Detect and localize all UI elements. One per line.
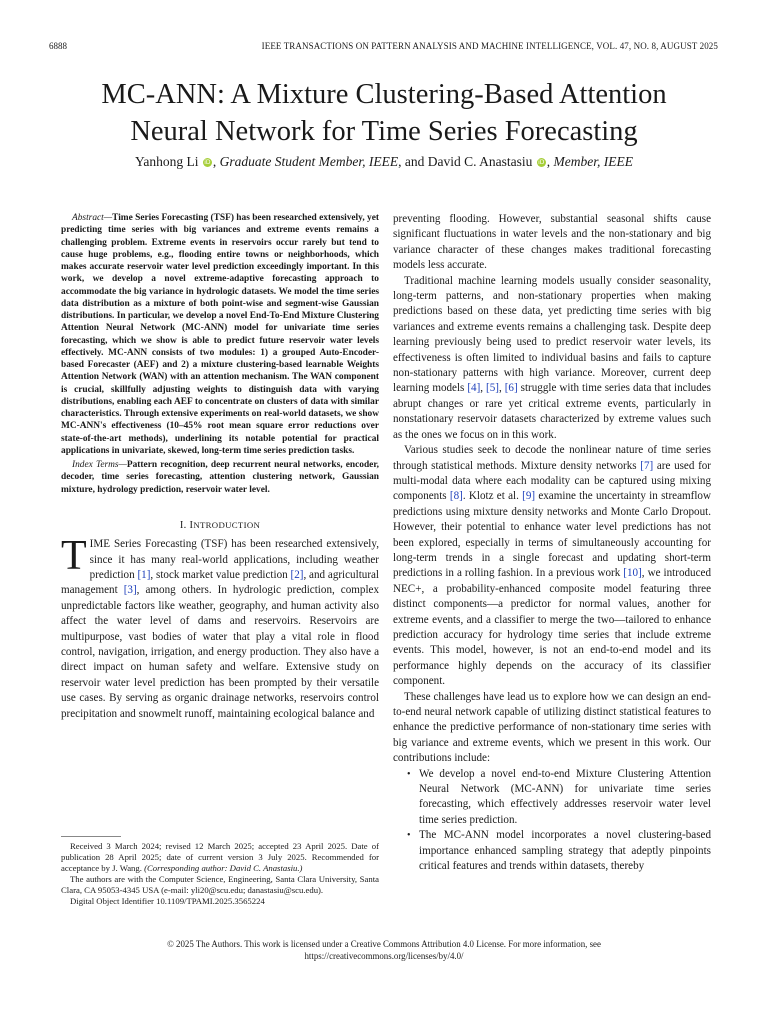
author-connector: , and <box>398 154 428 169</box>
contribution-list <box>393 767 711 875</box>
list-item <box>393 828 711 874</box>
citation-link[interactable]: [6] <box>504 382 518 395</box>
title-line-1: MC-ANN: A Mixture Clustering-Based Attention <box>101 79 667 110</box>
list-item <box>393 767 711 829</box>
footnote-affiliation: The authors are with the Computer Science, Engineering, Santa Clara University, Santa Clara, CA 95053-4345 USA (e-mail: yli20@scu.edu; danastasiu@scu.edu). <box>61 874 379 896</box>
footnote <box>61 841 379 908</box>
body-text: are used for multi-modal data where each modality can be captured using mixing components <box>393 459 712 503</box>
footnote-doi: Digital Object Identifier 10.1109/TPAMI.2025.3565224 <box>70 896 265 907</box>
bullet-icon: • <box>407 830 411 842</box>
right-column <box>393 212 711 874</box>
citation-link[interactable]: [8] <box>449 490 463 503</box>
license-url[interactable]: https://creativecommons.org/licenses/by/4.0/ <box>304 951 464 961</box>
abstract-text: Time Series Forecasting (TSF) has been researched extensively, yet predicting time series with big variances and extreme events remains a challenging problem. Extreme events in reservoirs occur rarely but tend to cause huge problems, e.g., flooding entire towns or neighborhoods, which makes accurate reservoir water level prediction exceedingly important. In this work, we develop a novel extreme-adaptive forecasting approach to accommodate the big variance in hydrologic datasets. We model the time series data distribution as a mixture of both point-wise and segment-wise Gaussian distributions. In particular, we develop a novel End-To-End Mixture Clustering Attention Neural Network (MC-ANN) model for univariate time series forecasting, which we show is able to predict future reservoir water levels effectively. MC-ANN consists of two modules: 1) a grouped Auto-Encoder-based Forecaster (AEF) and 2) a mixture clustering-based learnable Weights Attention Network (WAN) with an attention mechanism. The WAN component is crucial, skillfully adjusting weights to distinguish data with varying distributions, enabling each AEF to concentrate on clusters of data with similar characteristics. Through extensive experiments on real-world datasets, we show MC-ANN's effectiveness (10–45% root mean square error reductions over state-of-the-art methods), underlining its notable potential for practical applications in univariate, skewed, long-term time series prediction tasks. <box>61 213 379 456</box>
orcid-icon[interactable]: iD <box>204 159 211 166</box>
citation-link[interactable]: [3] <box>123 584 137 597</box>
title-line-2: Neural Network for Time Series Forecasting <box>130 116 638 147</box>
index-terms-lead: Index Terms— <box>72 460 127 470</box>
orcid-icon[interactable]: iD <box>538 159 545 166</box>
index-terms <box>61 459 379 496</box>
author-name: Yanhong Li <box>135 154 199 169</box>
abstract-lead: Abstract— <box>72 213 113 223</box>
list-item-text: The MC-ANN model incorporates a novel clustering-based importance enhanced sampling strategy that adeptly pinpoints critical features and trends within datasets, thereby <box>419 829 711 873</box>
citation-link[interactable]: [4] <box>467 382 481 395</box>
author-name: David C. Anastasiu <box>427 154 533 169</box>
running-head: IEEE TRANSACTIONS ON PATTERN ANALYSIS AND MACHINE INTELLIGENCE, VOL. 47, NO. 8, AUGUST 2025 <box>261 41 718 51</box>
citation-link[interactable]: [2] <box>290 568 304 581</box>
body-text: . Klotz et al. <box>462 490 523 503</box>
license-notice <box>80 938 688 962</box>
section-heading <box>61 518 379 533</box>
list-item-text: We develop a novel end-to-end Mixture Clustering Attention Neural Network (MC-ANN) for univariate time series forecasting, which effectively addresses reservoir water level time series prediction. <box>419 767 711 826</box>
index-terms-text: Pattern recognition, deep recurrent neural networks, encoder, decoder, time series forecasting, attention clustering network, Gaussian mixture, hydrology prediction, reservoir water level. <box>61 460 379 495</box>
body-paragraph: preventing flooding. However, substantial seasonal shifts cause significant fluctuations in water levels and the non-stationary and big variance character of these changes makes traditional forecasting models less accurate. <box>393 213 711 272</box>
body-text: Various studies seek to decode the nonlinear nature of time series through statistical methods. Mixture density networks <box>393 444 711 472</box>
body-text: , <box>498 382 505 395</box>
body-paragraph <box>393 443 711 690</box>
body-text: , we introduced NEC+, a probability-enhanced composite model featuring three distinct components—a predictor for normal values, another for extreme events, and a classifier to merge the two—tailored to enhance prediction accuracy for hydrology time series that include extreme events. This model, however, is not an end-to-end model and its performance highly depends on the accuracy of its classifier component. <box>393 567 711 688</box>
citation-link[interactable]: [9] <box>522 490 536 503</box>
author-role: Member, IEEE <box>553 154 633 169</box>
intro-text: TIME Series Forecasting (TSF) has been researched extensively, since it has many real-world applications, including weather prediction <box>61 533 379 581</box>
body-paragraph: These challenges have lead us to explore how we can design an end-to-end neural network capable of utilizing distinct statistical features to enhance the predictive performance of non-stationary time series with big variance and extreme events, which we present in this work. Our contributions include: <box>393 690 711 765</box>
bullet-icon: • <box>407 768 411 780</box>
citation-link[interactable]: [1] <box>137 568 151 581</box>
body-paragraph <box>393 274 711 443</box>
footnote-received <box>61 841 379 874</box>
left-column <box>61 212 379 722</box>
body-text: , <box>480 382 487 395</box>
citation-link[interactable]: [10] <box>623 567 642 580</box>
section-numeral: I. <box>179 519 187 531</box>
body-text: struggle with time series data that includes abrupt changes or rare yet critical extreme events, particularly in nonstationary reservoir datasets characterized by extreme values such as the ones we focus on in this work. <box>393 382 711 441</box>
footnote-rule <box>61 836 121 837</box>
author-line: Yanhong Li iD , Graduate Student Member, IEEE, and David C. Anastasiu iD , Member, IEEE <box>135 154 633 169</box>
body-text: Traditional machine learning models usually consider seasonality, long-term patterns, and non-stationary properties when making predictions based on these data, yet predicting time series with big variances and extreme events remains a challenging task. Despite deep learning previously being used to predict reservoir water levels, its effectiveness is often limited to individual basins and fails to capture non-stationary patterns with high variance. Moreover, current deep learning models <box>393 274 711 395</box>
footnote-dates: Received 3 March 2024; revised 12 March 2025; accepted 23 April 2025. Date of publication 28 April 2025; date of current version 3 July 2025. Recommended for acceptance by J. Wang. <box>61 841 379 874</box>
abstract <box>61 212 379 457</box>
intro-paragraph <box>61 533 380 722</box>
intro-text: , among others. In hydrologic prediction, complex unpredictable factors like weather, geography, and human activity also affect the water level of dams and reservoirs. Reservoirs are multipurpose, vast bodies of water that play a vital role in flood control, navigation, irrigation, and energy production. They also have a direct impact on human safety and welfare. Extensive study on reservoir water level prediction has been prompted by their versatile use cases. By serving as organic drainage networks, reservoirs control precipitation and snowmelt runoff, maintaining ecological balance and <box>61 584 379 720</box>
section-first-letter: I <box>189 519 194 531</box>
author-role: Graduate Student Member, IEEE <box>219 154 399 169</box>
license-text: © 2025 The Authors. This work is licensed under a Creative Commons Attribution 4.0 License. For more information, see <box>167 939 601 949</box>
citation-link[interactable]: [5] <box>486 382 499 395</box>
page-number: 6888 <box>49 41 67 51</box>
citation-link[interactable]: [7] <box>640 459 654 472</box>
body-text: examine the uncertainty in streamflow predictions using mixture density networks and Monte Carlo Dropout. However, their potential to enhance water level predictions has not been explored, especially in terms of simultaneously accounting for long-term trends in a single forecast and updating short-term predictions in a rolling fashion. In a previous work <box>393 490 711 580</box>
paper-title <box>40 76 728 150</box>
footnote-corresponding: (Corresponding author: David C. Anastasiu.) <box>144 863 303 874</box>
section-title-rest: NTRODUCTION <box>193 519 261 530</box>
intro-text: , stock market value prediction <box>150 568 291 581</box>
intro-text: , and agricultural management <box>61 568 380 597</box>
